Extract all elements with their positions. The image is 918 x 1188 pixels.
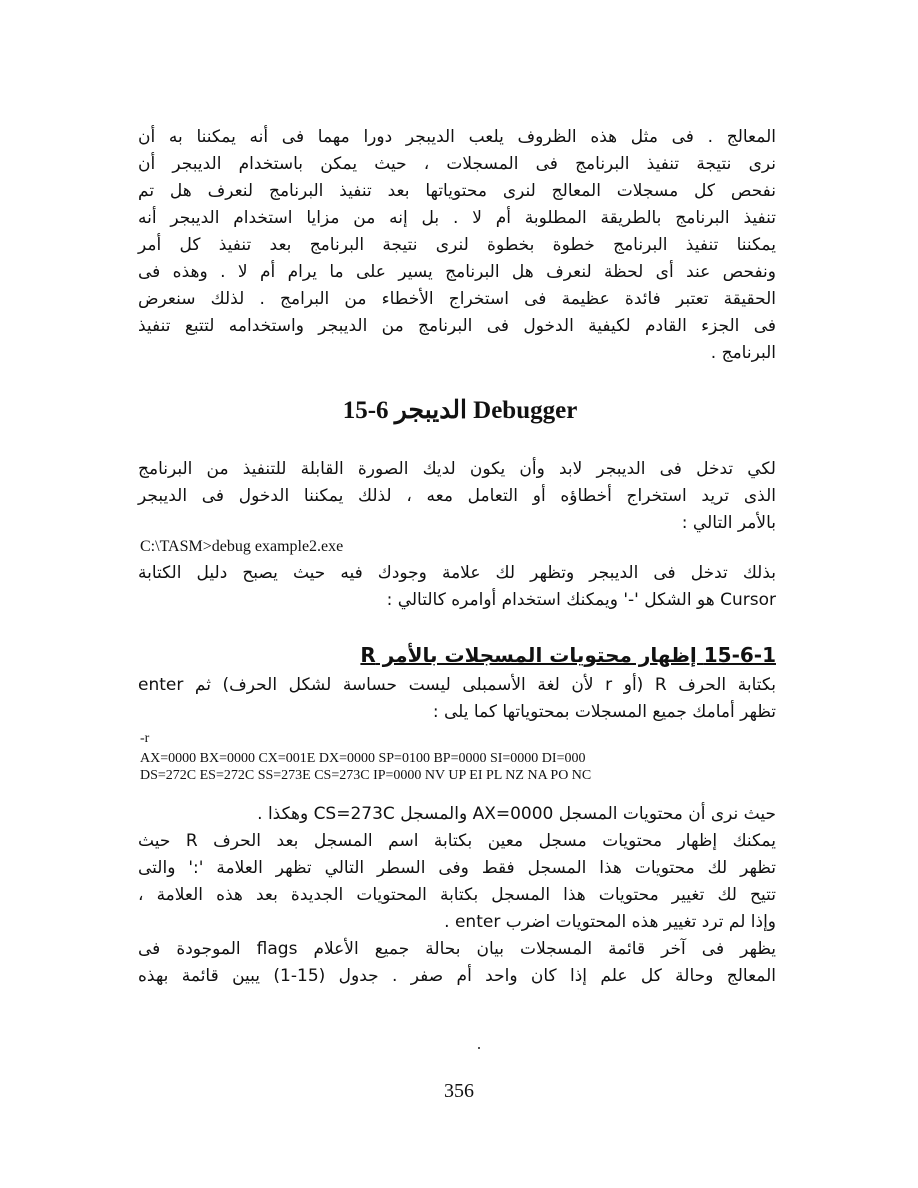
text-line: فى الجزء القادم لكيفية الدخول فى البرنامج من الديبجر واستخدامه لتتبع تنفيذ: [138, 316, 776, 336]
subsection-intro-paragraph: [138, 672, 776, 726]
register-line: AX=0000 BX=0000 CX=001E DX=0000 SP=0100 BP=0000 SI=0000 DI=000: [140, 751, 586, 766]
text-line: المعالج . فى مثل هذه الظروف يلعب الديبجر دورا مهما فى أنه يمكننا به أن: [138, 127, 776, 147]
text-line: تنفيذ البرنامج بالطريقة المطلوبة أم لا . بل إنه من مزايا استخدام الديبجر أنه: [138, 208, 776, 228]
section-heading: 15-6 الديبجر Debugger: [342, 397, 578, 424]
text-line: يظهر فى آخر قائمة المسجلات بيان بحالة جميع الأعلام flags الموجودة فى: [138, 939, 776, 959]
text-line: البرنامج .: [710, 343, 776, 363]
text-line: يمكننا تنفيذ البرنامج خطوة بخطوة لنرى نتيجة البرنامج بعد تنفيذ كل أمر: [138, 235, 776, 255]
scan-speck: [478, 1047, 480, 1049]
register-dump: [140, 750, 591, 784]
text-line: تظهر لك محتويات هذا المسجل فقط وفى السطر التالي تظهر العلامة ':' والتى: [138, 858, 776, 878]
text-line: يمكنك إظهار محتويات مسجل معين بكتابة اسم المسجل بعد الحرف R حيث: [138, 831, 776, 851]
text-line: Cursor هو الشكل '-' ويمكنك استخدام أوامره كالتالي :: [386, 590, 776, 610]
text-line: ونفحص عند أى لحظة لنعرف هل البرنامج يسير على ما يرام أم لا . وهذه فى: [138, 262, 776, 282]
text-line: الذى تريد استخراج أخطاؤه أو التعامل معه ، لذلك يمكننا الدخول فى الديبجر: [138, 486, 776, 506]
text-line: تظهر أمامك جميع المسجلات بمحتوياتها كما يلى :: [432, 702, 776, 722]
closing-paragraph: [138, 801, 776, 990]
text-line: حيث نرى أن محتويات المسجل AX=0000 والمسجل CS=273C وهكذا .: [257, 804, 776, 824]
text-line: الحقيقة تعتبر فائدة عظيمة فى استخراج الأخطاء من البرامج . لذلك سنعرض: [138, 289, 776, 309]
text-line: نفحص كل مسجلات المعالج لنرى محتوياتها بعد تنفيذ البرنامج لنعرف هل تم: [138, 181, 776, 201]
text-line: بالأمر التالي :: [681, 513, 776, 533]
text-line: بذلك تدخل فى الديبجر وتظهر لك علامة وجودك فيه حيث يصبح دليل الكتابة: [138, 563, 776, 583]
intro-paragraph: [138, 124, 776, 367]
section-intro-paragraph: [138, 456, 776, 537]
subsection-heading: 15-6-1 إظهار محتويات المسجلات بالأمر R: [360, 643, 776, 667]
debug-prompt-line: -r: [140, 731, 150, 746]
register-line: DS=272C ES=272C SS=273E CS=273C IP=0000 NV UP EI PL NZ NA PO NC: [140, 768, 592, 783]
text-line: المعالج وحالة كل علم إذا كان واحد أم صفر . جدول (15-1) يبين قائمة بهذه: [138, 966, 776, 986]
page-number: 356: [444, 1080, 474, 1102]
text-line: تتيح لك تغيير محتويات هذا المسجل بكتابة المحتويات الجديدة بعد هذه العلامة ،: [138, 885, 776, 905]
text-line: لكي تدخل فى الديبجر لابد وأن يكون لديك الصورة القابلة للتنفيذ من البرنامج: [138, 459, 776, 479]
text-line: نرى نتيجة تنفيذ البرنامج فى المسجلات ، حيث يمكن باستخدام الديبجر أن: [138, 154, 776, 174]
debug-command: C:\TASM>debug example2.exe: [140, 538, 344, 555]
after-command-paragraph: [138, 560, 776, 614]
text-line: بكتابة الحرف R (أو r لأن لغة الأسمبلى ليست حساسة لشكل الحرف) ثم enter: [138, 675, 777, 695]
text-line: وإذا لم ترد تغيير هذه المحتويات اضرب enter .: [444, 912, 776, 932]
